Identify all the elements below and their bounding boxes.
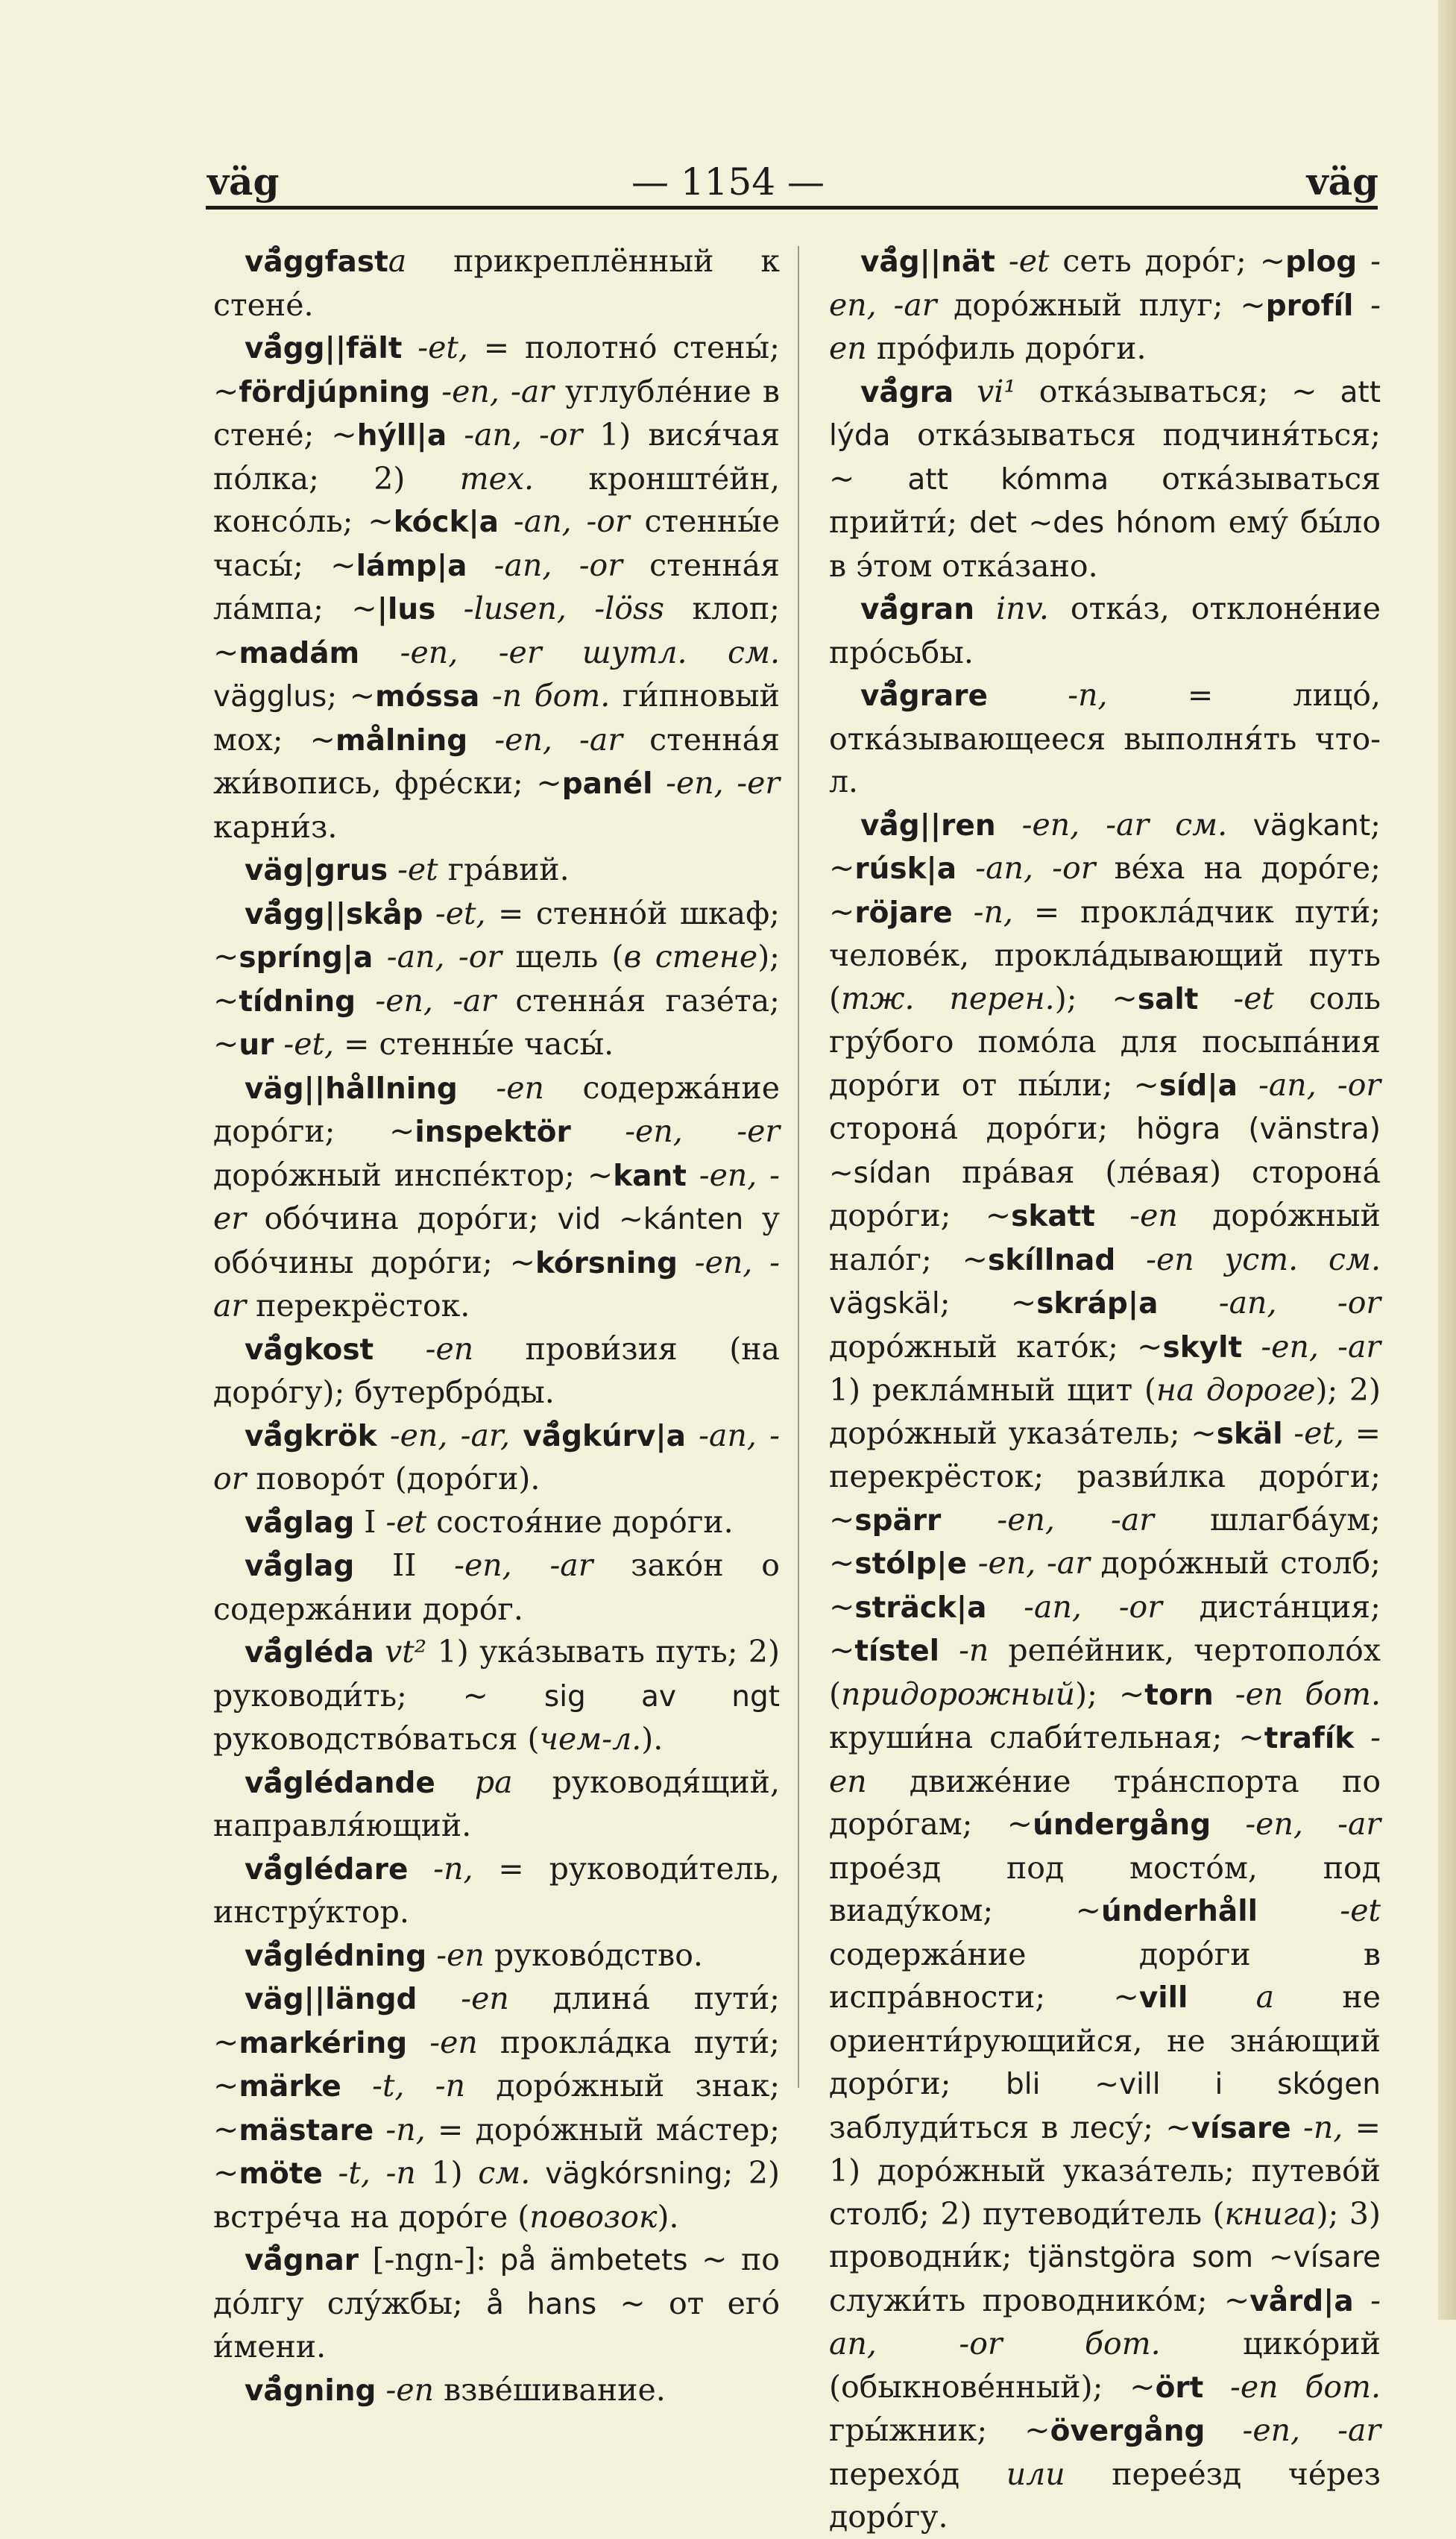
headword: vä̊grare xyxy=(860,679,988,713)
grammar-note: -en бот. xyxy=(1203,2368,1381,2405)
translation-text: = стенно́й шкаф; ~ xyxy=(213,895,780,975)
grammar-note: -et xyxy=(1198,980,1274,1016)
headword: vä̊gra xyxy=(860,375,954,409)
swedish-phrase: vägkant xyxy=(1227,808,1371,843)
dictionary-entry xyxy=(213,1761,780,1848)
headword: vä̊glédande xyxy=(245,1766,435,1800)
translation-text: цико́рий (обыкнове́нный); ~ xyxy=(829,2326,1381,2405)
translation-text: ; 2) встре́ча на доро́ге ( xyxy=(213,2155,780,2235)
translation-text: ; ~ xyxy=(939,1285,1037,1321)
grammar-note: -en xyxy=(407,2024,478,2060)
translation-text: 1) рекла́мный щит ( xyxy=(829,1372,1156,1408)
dictionary-entry xyxy=(829,240,1381,371)
dictionary-entry xyxy=(213,1631,780,1761)
compound-word: lámp|a xyxy=(356,549,467,583)
compound-word: panél xyxy=(561,767,653,801)
grammar-note: a xyxy=(1188,1979,1275,2015)
translation-text: углубле́ние в стене́; ~ xyxy=(213,373,780,453)
grammar-note: vi¹ xyxy=(954,373,1016,409)
compound-word: torn xyxy=(1144,1678,1214,1712)
translation-text: отка́зываться подчиня́ться; ~ xyxy=(829,417,1381,497)
grammar-note: pa xyxy=(435,1764,513,1800)
translation-text: обо́чина доро́ги; xyxy=(245,1201,558,1236)
translation-text: ~ от его́ и́мени. xyxy=(213,2285,781,2365)
translation-text: прови́зия (на доро́гу); бутербро́ды. xyxy=(213,1330,780,1410)
translation-text: I xyxy=(354,1503,376,1540)
swedish-phrase: bli ~vill i skógen xyxy=(1006,2068,1381,2101)
swedish-phrase: att lýda xyxy=(829,375,1381,453)
translation-text: содержа́ние доро́ги; ~ xyxy=(213,1069,781,1149)
grammar-note: -t, -n xyxy=(322,2155,416,2191)
header-left-guide-word: väg xyxy=(207,160,280,204)
grammar-note: -et, xyxy=(1282,1415,1344,1451)
dictionary-entry xyxy=(213,1934,780,1978)
headword: väg||längd xyxy=(245,1983,417,2016)
compound-word: inspektör xyxy=(415,1116,571,1149)
translation-text: щель ( xyxy=(502,939,624,975)
grammar-note: -en, -ar xyxy=(416,1547,593,1583)
column-divider xyxy=(798,246,799,2088)
grammar-note: -en xyxy=(417,1980,509,2016)
translation-text: ); ~ xyxy=(213,939,780,1019)
translation-text: ему́ бы́ло в э́том отка́зано. xyxy=(829,504,1381,584)
swedish-phrase: å hans xyxy=(486,2287,597,2321)
translation-text: II xyxy=(354,1547,417,1583)
grammar-note: -an, -or xyxy=(986,1588,1162,1625)
translation-text: служи́ть проводнико́м; ~ xyxy=(829,2282,1250,2318)
translation-text: ). xyxy=(657,2198,679,2235)
compound-word: kóck|a xyxy=(393,506,499,539)
translation-text: 1) xyxy=(415,2155,479,2191)
grammar-note: -et xyxy=(1257,1893,1381,1928)
translation-text: ; ~ xyxy=(829,806,1381,886)
grammar-note: -lusen, -löss xyxy=(435,591,665,626)
compound-word: skatt xyxy=(1011,1200,1095,1233)
translation-text: перее́зд че́рез доро́гу. xyxy=(829,2455,1381,2535)
translation-text: отка́зываться; ~ xyxy=(1015,373,1340,409)
translation-text: стенна́я ла́мпа; ~ xyxy=(213,547,780,626)
translation-text: пра́вая (ле́вая) сторона́ доро́ги; ~ xyxy=(829,1154,1381,1233)
grammar-note: в стене xyxy=(623,939,758,975)
grammar-note: -n, xyxy=(374,2111,426,2148)
swedish-phrase: det ~des hónom xyxy=(969,506,1217,540)
dictionary-entry xyxy=(829,588,1381,674)
page-number: — 1154 — xyxy=(631,160,825,204)
translation-text: отка́зываться прийти́; xyxy=(829,460,1381,540)
compound-word: madám xyxy=(239,636,360,670)
grammar-note: -n, xyxy=(987,677,1108,713)
grammar-note: -et xyxy=(388,852,438,887)
translation-text: состоя́ние доро́ги. xyxy=(426,1503,734,1540)
compound-word: spärr xyxy=(854,1503,942,1538)
dictionary-entry xyxy=(213,1415,780,1501)
translation-text: заблуди́ться в лесу́; ~ xyxy=(829,2109,1191,2145)
compound-word: úndergång xyxy=(1033,1808,1211,1842)
translation-text: доро́жный плуг; ~ xyxy=(936,286,1266,323)
compound-word: röjare xyxy=(854,896,953,930)
translation-text: руководя́щий, направля́ющий. xyxy=(213,1764,780,1843)
grammar-note: -en, -ar xyxy=(967,1545,1090,1581)
grammar-note: -an, -or xyxy=(499,503,630,539)
dictionary-entry xyxy=(829,674,1381,804)
headword: väg|grus xyxy=(245,854,388,887)
grammar-note: -en, -ar xyxy=(213,1244,780,1324)
left-column xyxy=(213,240,780,2412)
grammar-note: -n, xyxy=(952,893,1013,930)
swedish-phrase: på ämbetets xyxy=(499,2244,688,2277)
translation-text: ); ~ xyxy=(1054,980,1138,1016)
grammar-note: -en xyxy=(376,2371,435,2408)
grammar-note: inv. xyxy=(974,591,1049,626)
compound-word: salt xyxy=(1137,982,1199,1016)
dictionary-entry xyxy=(213,1978,780,2238)
grammar-note: -en, -er xyxy=(213,1157,780,1236)
headword: vä̊glédare xyxy=(245,1852,409,1887)
dictionary-entry xyxy=(213,1501,780,1545)
right-column xyxy=(829,240,1381,2539)
grammar-note: -n бот. xyxy=(479,678,611,714)
compound-word: övergång xyxy=(1050,2414,1206,2448)
translation-text: прокла́дка пути́; ~ xyxy=(213,2024,780,2104)
translation-text: шлагба́ум; ~ xyxy=(829,1501,1381,1581)
swedish-phrase: vägskäl xyxy=(829,1287,940,1321)
translation-text: про́филь доро́ги. xyxy=(866,330,1147,366)
headword: vä̊gkrök xyxy=(245,1419,377,1453)
grammar-note: -n, xyxy=(408,1850,473,1887)
headword: väg||hållning xyxy=(245,1072,458,1106)
grammar-note: -n, xyxy=(1290,2109,1343,2145)
grammar-note: -an, -or xyxy=(467,547,623,583)
dictionary-entry xyxy=(213,327,780,849)
grammar-note: -an, -or xyxy=(1237,1066,1381,1103)
translation-text: стенна́я газе́та; ~ xyxy=(213,982,780,1062)
grammar-note: -en, -ar xyxy=(829,243,1381,323)
headword: vä̊ggfast xyxy=(245,245,388,279)
grammar-note: -en, -ar xyxy=(467,721,623,758)
compound-word: ur xyxy=(239,1028,274,1062)
dictionary-entry xyxy=(213,2238,780,2369)
grammar-note: тех. xyxy=(459,460,535,497)
translation-text: не ориенти́рующийся, не зна́ющий доро́ги; xyxy=(829,1979,1381,2101)
compound-word: móssa xyxy=(375,680,480,714)
compound-word: plog xyxy=(1285,245,1358,279)
compound-word: tístel xyxy=(854,1635,940,1668)
translation-text: взве́шивание. xyxy=(434,2371,666,2408)
headword: vä̊glag xyxy=(245,1549,355,1583)
grammar-note: придорожный xyxy=(841,1676,1076,1712)
grammar-note: -et, xyxy=(274,1026,335,1062)
translation-text: = доро́жный ма́стер; ~ xyxy=(213,2111,780,2191)
translation-text: ; ~ xyxy=(327,678,376,714)
headword: vä̊gg||skåp xyxy=(245,897,423,931)
grammar-note: тж. перен. xyxy=(841,980,1055,1016)
swedish-phrase: vid ~kánten xyxy=(557,1203,744,1236)
headword: vä̊gkost xyxy=(245,1333,374,1367)
grammar-note: -en xyxy=(374,1330,474,1367)
header-right-guide-word: väg xyxy=(1306,160,1378,204)
grammar-note: -et, xyxy=(402,330,468,365)
compound-word: mästare xyxy=(239,2113,374,2148)
compound-word: vill xyxy=(1138,1981,1188,2015)
dictionary-entry xyxy=(213,1544,780,1631)
translation-text: диста́нция; ~ xyxy=(829,1588,1381,1668)
grammar-note: чем-л. xyxy=(539,1721,642,1757)
compound-word: tídning xyxy=(239,984,356,1019)
grammar-note: на дороге xyxy=(1156,1372,1316,1408)
dictionary-entry xyxy=(213,893,780,1067)
translation-text: поворо́т (доро́ги). xyxy=(246,1461,541,1497)
page-header xyxy=(0,0,1456,224)
compound-word: únderhåll xyxy=(1101,1895,1258,1928)
grammar-note: vt² xyxy=(374,1634,427,1670)
compound-word: skylt xyxy=(1162,1330,1243,1365)
translation-text: зако́н о содержа́нии доро́г. xyxy=(213,1547,780,1627)
translation-text: = прокла́дчик пути́; челове́к, прокла́дывающий путь ( xyxy=(829,893,1381,1016)
grammar-note: a xyxy=(388,243,407,279)
compound-word: skráp|a xyxy=(1036,1287,1159,1321)
translation-text: ); 2) доро́жный указа́тель; ~ xyxy=(829,1372,1381,1451)
compound-word: kórsning xyxy=(535,1246,678,1280)
headword: vä̊g||nät xyxy=(860,245,995,279)
grammar-note: -an, -or xyxy=(213,1417,781,1497)
compound-word: sträck|a xyxy=(854,1591,987,1625)
compound-word: trafík xyxy=(1264,1722,1355,1755)
translation-text: доро́жный като́к; ~ xyxy=(829,1328,1163,1365)
grammar-note: -en xyxy=(829,1720,1381,1799)
translation-text: ); ~ xyxy=(1075,1676,1145,1712)
grammar-note: -en уст. см. xyxy=(1115,1241,1381,1277)
swedish-phrase: vägkórsning xyxy=(530,2157,723,2191)
dictionary-entry xyxy=(213,240,780,327)
translation-text: = руководи́тель, инстру́ктор. xyxy=(213,1850,780,1930)
compound-word: skíllnad xyxy=(988,1243,1116,1277)
compound-word: spríng|a xyxy=(239,941,374,975)
translation-text: клоп; ~ xyxy=(213,591,780,670)
grammar-note: -an, -or xyxy=(447,417,583,453)
translation-text: гра́вий. xyxy=(438,852,570,887)
headword: vä̊glag xyxy=(245,1506,355,1540)
grammar-note: -an, -or xyxy=(957,850,1096,886)
dictionary-entry xyxy=(829,371,1381,588)
grammar-note: -en бот. xyxy=(1213,1676,1381,1712)
translation-text: руководство́ваться ( xyxy=(213,1721,540,1757)
grammar-note: -en, -er шутл. см. xyxy=(359,634,780,670)
compound-word: stólp|e xyxy=(854,1547,967,1581)
compound-word: |lus xyxy=(376,593,436,626)
compound-word: hýll|a xyxy=(356,419,447,453)
translation-text: стенна́я жи́вопись, фре́ски; ~ xyxy=(213,721,780,801)
translation-text: перехо́д xyxy=(829,2455,1006,2492)
grammar-note: или xyxy=(1006,2455,1065,2492)
translation-text: репе́йник, чертополо́х ( xyxy=(829,1632,1381,1712)
grammar-note: -en, -ar xyxy=(941,1501,1154,1538)
compound-word: vård|a xyxy=(1249,2284,1354,2318)
translation-text: гры́жник; ~ xyxy=(829,2412,1050,2448)
translation-text: содержа́ние доро́ги в испра́вности; ~ xyxy=(829,1936,1381,2015)
grammar-note: книга xyxy=(1224,2195,1317,2232)
translation-text xyxy=(510,1418,523,1453)
swedish-phrase: vägglus xyxy=(213,680,327,714)
grammar-note: -en, -er xyxy=(570,1113,780,1149)
grammar-note: -en, -ar xyxy=(1205,2412,1381,2448)
grammar-note: -en xyxy=(457,1069,544,1106)
grammar-note: -en, -ar xyxy=(430,373,554,409)
dictionary-entry xyxy=(213,1067,780,1328)
grammar-note: -en, -er xyxy=(652,765,781,801)
grammar-note: -et xyxy=(376,1503,427,1540)
swedish-phrase: högra (vänstra) ~sídan xyxy=(829,1113,1381,1190)
dictionary-entry xyxy=(829,804,1381,2539)
compound-word: rúsk|a xyxy=(854,852,957,886)
headword: vä̊glédning xyxy=(245,1939,427,1973)
grammar-note: -en, -ar см. xyxy=(995,806,1228,843)
grammar-note: -en, -ar, xyxy=(376,1417,511,1453)
grammar-note: -en xyxy=(426,1937,485,1973)
grammar-note: -t, -n xyxy=(341,2068,466,2104)
translation-text: ). xyxy=(641,1721,664,1757)
translation-text: карни́з. xyxy=(213,808,338,845)
compound-word: skäl xyxy=(1216,1417,1283,1451)
translation-text: 1) вися́чая по́лка; 2) xyxy=(213,417,780,497)
grammar-note: -en xyxy=(1094,1198,1178,1233)
translation-text: доро́жный столб; ~ xyxy=(829,1545,1381,1625)
translation-text: ); 3) проводни́к; xyxy=(829,2195,1381,2274)
headword: vä̊gnar xyxy=(245,2244,359,2277)
translation-text: прое́зд под мосто́м, под виаду́ком; ~ xyxy=(829,1849,1381,1928)
compound-word: märke xyxy=(239,2070,341,2104)
translation-text: доро́жный инспе́ктор; ~ xyxy=(213,1157,614,1193)
compound-word: síd|a xyxy=(1159,1069,1238,1103)
translation-text: доро́жный знак; ~ xyxy=(213,2068,781,2148)
translation-text: перекрёсток. xyxy=(246,1288,470,1324)
translation-text: доро́жный нало́г; ~ xyxy=(829,1198,1381,1277)
compound-word: vísare xyxy=(1191,2111,1291,2145)
compound-word: markéring xyxy=(239,2026,408,2060)
translation-text: движе́ние тра́нспорта по доро́гам; ~ xyxy=(829,1763,1381,1842)
grammar-note: -en, -ar xyxy=(356,982,497,1019)
translation-text: ве́ха на доро́ге; ~ xyxy=(829,850,1381,930)
header-rule xyxy=(206,206,1378,210)
translation-text: = полотно́ стены́; ~ xyxy=(213,330,780,409)
grammar-note: -et, xyxy=(423,895,486,931)
translation-text: = 1) доро́жный указа́тель; путево́й столб; 2) путеводи́тель ( xyxy=(829,2109,1381,2232)
headword: vä̊gning xyxy=(245,2373,376,2408)
translation-text: ги́пновый мох; ~ xyxy=(213,678,780,758)
headword: vä̊gléda xyxy=(245,1636,374,1670)
compound-word: fördjúpning xyxy=(239,375,431,409)
swedish-phrase: tjänstgöra som ~vísare xyxy=(1027,2241,1381,2274)
grammar-note: -an, -or xyxy=(1158,1285,1381,1321)
translation-text: круши́на слаби́тельная; ~ xyxy=(829,1720,1264,1755)
dictionary-entry xyxy=(213,1848,780,1934)
translation-text: стенны́е часы́; ~ xyxy=(213,503,780,583)
swedish-phrase: sig av ngt xyxy=(543,1679,780,1714)
grammar-note: -et xyxy=(995,243,1050,279)
translation-text: длина́ пути́; ~ xyxy=(213,1980,780,2060)
translation-text: у обо́чины доро́ги; ~ xyxy=(213,1201,781,1280)
translation-text: [-ngn-]: xyxy=(358,2241,500,2277)
translation-text: руково́дство. xyxy=(484,1937,703,1973)
translation-text: сеть доро́г; ~ xyxy=(1049,243,1286,279)
headword: vä̊gran xyxy=(860,593,974,626)
translation-text: сторона́ доро́ги; xyxy=(829,1110,1136,1146)
grammar-note: -an, -or xyxy=(373,939,502,975)
compound-word: kant xyxy=(613,1159,687,1193)
headword: vä̊gg||fält xyxy=(245,332,403,365)
compound-word: ört xyxy=(1155,2370,1204,2405)
swedish-phrase: att kómma xyxy=(907,462,1109,497)
grammar-note: -en xyxy=(829,286,1381,366)
grammar-note: -en, -ar xyxy=(1211,1806,1381,1842)
dictionary-entry xyxy=(213,2369,780,2413)
page-edge xyxy=(1438,0,1456,2320)
translation-text: отка́з, отклоне́ние про́сьбы. xyxy=(829,591,1381,670)
translation-text: 1) ука́зывать путь; 2) руководи́ть; ~ xyxy=(213,1634,781,1714)
grammar-note: -en, -ar xyxy=(1242,1328,1381,1365)
headword: vä̊g||ren xyxy=(860,808,996,843)
compound-word: möte xyxy=(239,2157,323,2191)
compound-word: vä̊gkúrv|a xyxy=(523,1419,686,1453)
translation-text: ~ по до́лгу слу́жбы; xyxy=(213,2241,780,2321)
grammar-note: -an, -or бот. xyxy=(829,2282,1381,2362)
translation-text: = стенны́е часы́. xyxy=(334,1026,614,1062)
compound-word: profíl xyxy=(1265,289,1354,323)
translation-text: прикреплённый к стене́. xyxy=(213,243,780,323)
dictionary-entry xyxy=(213,1328,780,1415)
translation-text: кронште́йн, консо́ль; ~ xyxy=(213,460,780,539)
compound-word: målning xyxy=(335,723,468,758)
grammar-note: повозок xyxy=(529,2198,658,2235)
grammar-note: см. xyxy=(478,2155,531,2191)
grammar-note: -n xyxy=(939,1632,989,1668)
translation-text: = перекрёсток; разви́лка доро́ги; ~ xyxy=(829,1415,1381,1538)
translation-text: соль гру́бого помо́ла для посыпа́ния доро́ги от пы́ли; ~ xyxy=(829,980,1381,1103)
translation-text: = лицо́, отка́зывающееся выполня́ть что-л. xyxy=(829,677,1381,799)
dictionary-entry xyxy=(213,849,780,893)
